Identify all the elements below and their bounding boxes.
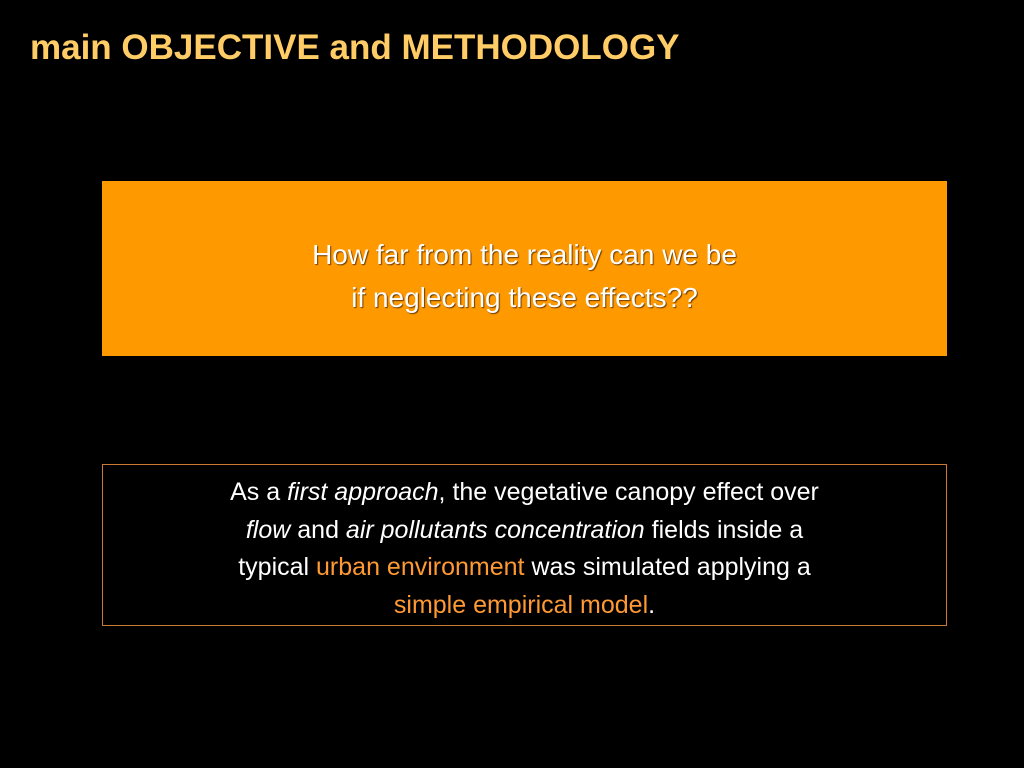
approach-line-4 — [103, 587, 946, 625]
slide-title: main OBJECTIVE and METHODOLOGY — [30, 28, 680, 67]
approach-line-1 — [103, 474, 946, 512]
approach-line-2 — [103, 512, 946, 550]
question-box — [102, 181, 947, 356]
question-line-1: How far from the reality can we be — [312, 239, 737, 270]
first-approach-emphasis: first approach — [287, 478, 439, 506]
approach-text: , the vegetative canopy effect over — [438, 478, 819, 506]
approach-text: was simulated applying a — [524, 553, 811, 581]
question-line-2: if neglecting these effects?? — [351, 282, 698, 313]
approach-line-3 — [103, 549, 946, 587]
air-pollutants-emphasis: air pollutants concentration — [345, 515, 645, 544]
approach-text: typical — [238, 553, 317, 581]
approach-text: and — [290, 515, 346, 544]
flow-emphasis: flow — [245, 515, 291, 544]
approach-box — [102, 464, 947, 626]
urban-environment-highlight: urban environment — [316, 553, 525, 581]
approach-text: fields inside a — [644, 515, 804, 544]
empirical-model-highlight: simple empirical model — [393, 590, 649, 619]
approach-text: . — [648, 590, 656, 619]
approach-text: As a — [230, 478, 288, 506]
